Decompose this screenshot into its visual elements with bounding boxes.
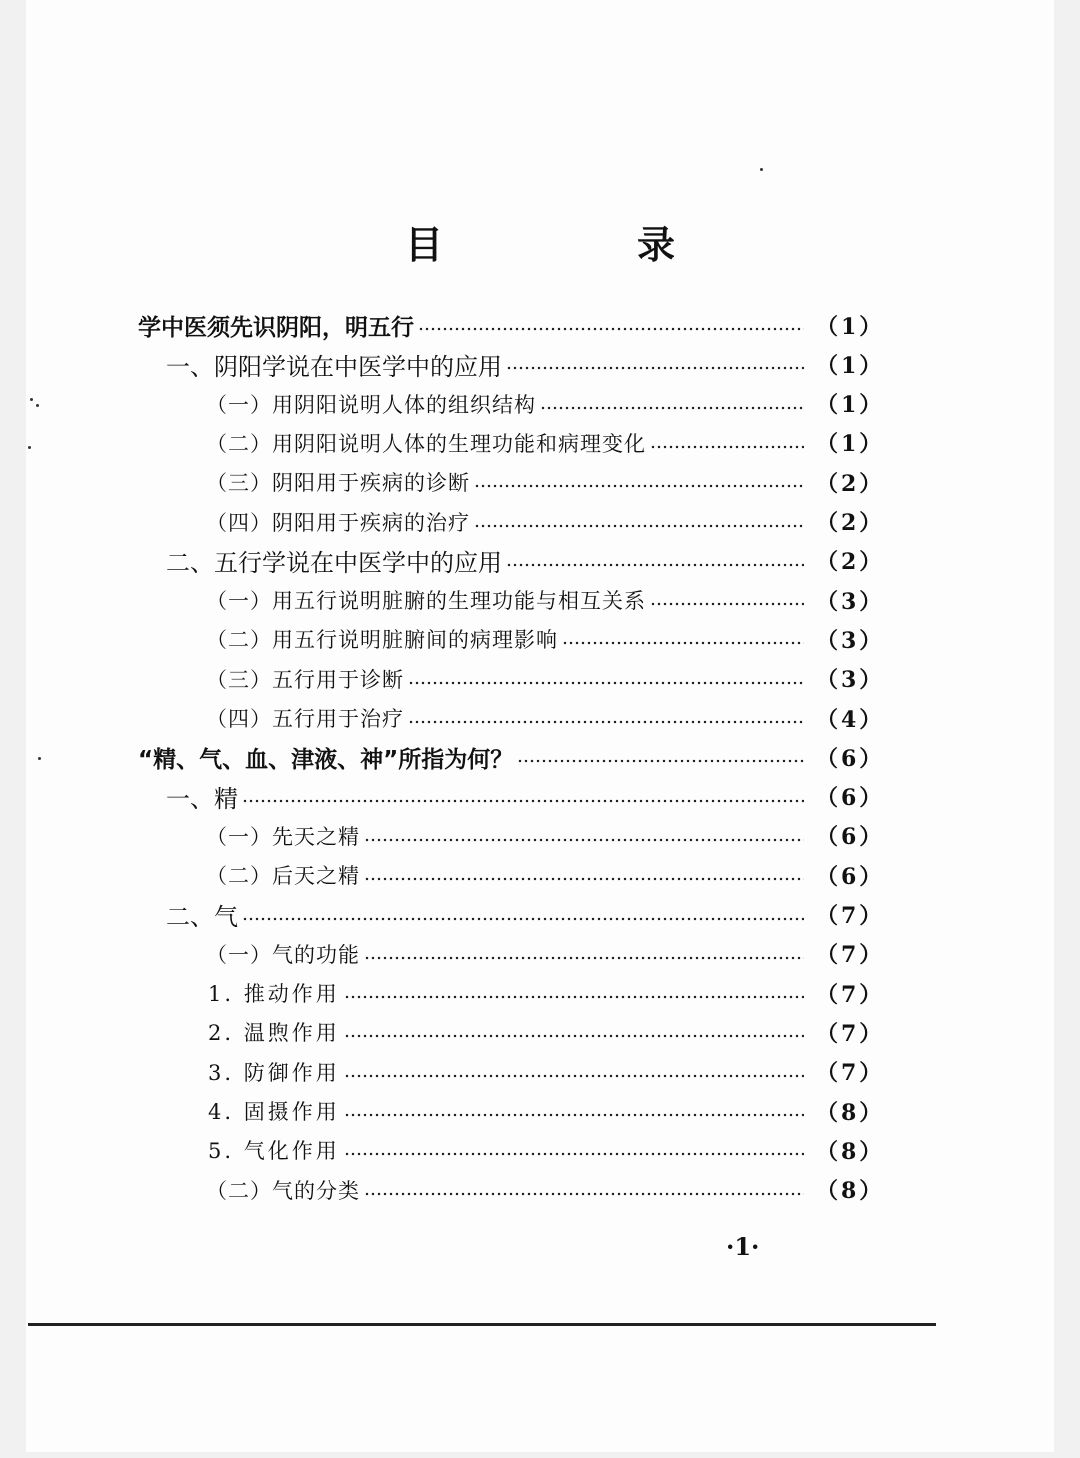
toc-entry-label: （一）用阴阳说明人体的组织结构 [206,392,536,417]
toc-entry-page: （1） [816,313,885,340]
dot-leader [344,1073,804,1079]
toc-entry [206,659,885,699]
toc-entry [138,305,885,345]
toc-entry [166,895,885,935]
scan-speck [36,404,39,407]
page-bottom-rule [28,1323,936,1326]
toc-entry-label: （二）气的分类 [206,1178,360,1203]
toc-entry-page: （3） [816,667,885,694]
toc-entry-label: 3. 防御作用 [208,1060,340,1085]
dot-leader [242,798,804,804]
dot-leader [344,1033,804,1039]
toc-entry-label: 一、阴阳学说在中医学中的应用 [166,352,502,381]
toc-entry-label: （四）阴阳用于疾病的治疗 [206,510,470,535]
toc-entry [166,541,885,581]
toc-entry-page: （4） [816,706,885,733]
toc-entry [206,855,885,895]
dot-leader [562,640,804,646]
toc-entry-label: 4. 固摄作用 [208,1100,340,1124]
toc-entry-label: （二）用阴阳说明人体的生理功能和病理变化 [206,431,646,456]
toc-entry-label: 二、气 [166,903,238,931]
toc-entry-page: （7） [816,1020,885,1047]
page-number: ·1· [726,1232,760,1261]
dot-leader [517,758,804,764]
toc-entry-page: （1） [816,392,885,419]
dot-leader [344,1151,804,1157]
dot-leader [418,326,804,332]
toc-entry [206,934,885,974]
toc-entry-page: （6） [816,863,885,890]
toc-entry-page: （3） [816,627,885,654]
dot-leader [540,405,804,411]
toc-entry-page: （2） [816,510,885,536]
toc-entry [206,1170,885,1210]
scan-speck [760,168,763,171]
toc-entry-label: 5. 气化作用 [208,1139,340,1164]
scan-speck [38,757,41,760]
toc-entry-label: “精、气、血、津液、神”所指为何？ [138,746,514,773]
toc-entry-page: （7） [816,1060,885,1087]
dot-leader [474,523,804,529]
toc-entry-label: （一）先天之精 [206,824,360,849]
toc-entry-page: （8） [816,1138,885,1165]
dot-leader [650,601,804,607]
toc-entry [166,344,885,384]
toc-entry [206,816,885,856]
toc-entry-page: （3） [816,588,885,615]
toc-entry-page: （8） [816,1099,885,1126]
toc-entry-page: （7） [816,981,885,1008]
toc-entry [208,1012,885,1052]
toc-entry-page: （1） [816,431,885,458]
toc-entry-page: （7） [816,942,885,969]
toc-entry-label: （二）后天之精 [206,864,360,889]
dot-leader [344,994,804,1000]
dot-leader [474,483,804,489]
dot-leader [364,876,804,882]
toc-entry-page: （7） [816,903,885,929]
dot-leader [506,365,804,371]
toc-entry-page: （6） [816,745,885,772]
toc-entry [208,1091,885,1131]
toc-entry-page: （1） [816,352,885,379]
toc-entry [208,1130,885,1170]
scan-speck [28,446,31,449]
toc-entry [206,580,885,620]
dot-leader [364,955,804,961]
toc-entry-label: （二）用五行说明脏腑间的病理影响 [206,628,558,653]
dot-leader [408,719,804,725]
toc-entry-page: （8） [816,1178,885,1205]
toc-entry [166,777,885,817]
toc-entry [208,1052,885,1092]
page-title: 目 录 [404,223,753,267]
toc-entry [208,973,885,1013]
toc-entry-label: （四）五行用于治疗 [206,707,404,731]
toc-entry-page: （6） [816,824,885,851]
toc-entry-page: （2） [816,549,885,576]
toc-entry-page: （6） [816,785,885,812]
dot-leader [344,1112,804,1118]
toc-entry-label: （三）五行用于诊断 [206,667,404,692]
toc-entry-label: 2. 温煦作用 [208,1021,340,1046]
toc-entry [206,619,885,659]
dot-leader [506,562,804,568]
toc-entry-label: 二、五行学说在中医学中的应用 [166,549,502,578]
toc-entry [206,502,885,542]
dot-leader [650,444,804,450]
toc-entry [138,737,885,777]
toc-entry [206,384,885,424]
toc-entry-label: 一、精 [166,785,238,814]
dot-leader [242,916,804,922]
toc-entry [206,423,885,463]
toc-entry-label: 1. 推动作用 [208,982,340,1007]
toc-entry-label: （三）阴阳用于疾病的诊断 [206,471,470,496]
dot-leader [364,1191,804,1197]
toc-entry-page: （2） [816,470,885,497]
toc-entry-label: （一）用五行说明脏腑的生理功能与相互关系 [206,589,646,614]
dot-leader [408,680,804,686]
toc-entry [206,698,885,738]
scan-speck [30,398,33,401]
dot-leader [364,837,804,843]
toc-entry [206,462,885,502]
toc-entry-label: （一）气的功能 [206,942,360,967]
toc-entry-label: 学中医须先识阴阳，明五行 [138,314,414,341]
